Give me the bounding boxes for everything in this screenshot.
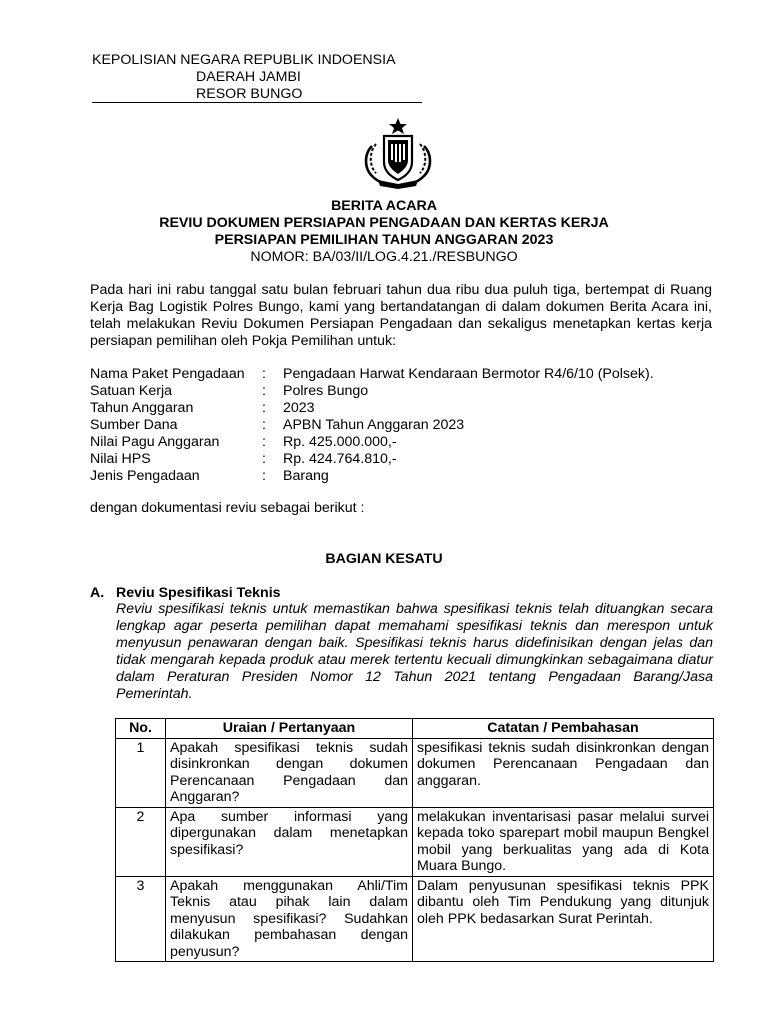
subsection-title: Reviu Spesifikasi Teknis — [116, 585, 281, 601]
detail-value: 2023 — [283, 400, 315, 416]
row-note: spesifikasi teknis sudah disinkronkan dengan dokumen Perencanaan Pengadaan dan anggaran. — [413, 738, 714, 807]
row-number: 3 — [116, 876, 166, 962]
detail-separator: : — [262, 451, 266, 467]
detail-separator: : — [262, 434, 266, 450]
row-number: 2 — [116, 807, 166, 876]
row-note: melakukan inventarisasi pasar melalui survei kepada toko sparepart mobil maupun Bengkel mobil yang berkualitas yang ada di Kota Muara Bungo. — [413, 807, 714, 876]
detail-separator: : — [262, 366, 266, 382]
intro-text: Pada hari ini rabu tanggal satu bulan februari tahun dua ribu dua puluh tiga, bertempat di Ruang Kerja Bag Logistik Polres Bungo, kami yang bertandatangan di dalam dokumen Berita Acara ini, telah melakukan Reviu Dokumen Persiapan Pengadaan dan sekaligus menetapkan kertas kerja persiapan pemilihan oleh Pokja Pemilihan untuk: — [90, 282, 712, 349]
row-question: Apakah spesifikasi teknis sudah disinkronkan dengan dokumen Perencanaan Pengadaan dan Anggaran? — [166, 738, 413, 807]
row-number: 1 — [116, 738, 166, 807]
header-underline — [92, 102, 422, 103]
org-name-line1: KEPOLISIAN NEGARA REPUBLIK INDOENSIA — [92, 52, 396, 68]
detail-separator: : — [262, 400, 266, 416]
detail-label: Nilai HPS — [90, 451, 151, 467]
detail-separator: : — [262, 383, 266, 399]
detail-value: Polres Bungo — [283, 383, 369, 399]
detail-separator: : — [262, 468, 266, 484]
detail-row — [90, 366, 712, 383]
row-note: Dalam penyusunan spesifikasi teknis PPK dibantu oleh Tim Pendukung yang ditunjuk oleh PPK bedasarkan Surat Perintah. — [413, 876, 714, 962]
subsection-description: Reviu spesifikasi teknis untuk memastikan bahwa spesifikasi teknis telah dituangkan secara lengkap agar peserta pemilihan dapat memahami spesifikasi teknis dan merespon untuk menyusun penawaran dengan baik. Spesifikasi teknis harus didefinisikan dengan jelas dan tidak mengarah kepada produk atau merek tertentu kecuali dimungkinkan sebagaimana diatur dalam Peraturan Presiden Nomor 12 Tahun 2021 tentang Pengadaan Barang/Jasa Pemerintah. — [116, 601, 713, 703]
detail-row — [90, 451, 712, 468]
detail-value: Barang — [283, 468, 329, 484]
table-row — [116, 876, 714, 962]
header-no: No. — [116, 719, 166, 739]
detail-label: Sumber Dana — [90, 417, 178, 433]
org-name-line2: DAERAH JAMBI — [196, 69, 301, 85]
detail-value: Rp. 425.000.000,- — [283, 434, 397, 450]
detail-label: Nilai Pagu Anggaran — [90, 434, 220, 450]
intro-paragraph — [90, 282, 712, 350]
detail-label: Nama Paket Pengadaan — [90, 366, 245, 382]
police-emblem-icon — [358, 116, 438, 190]
detail-value: APBN Tahun Anggaran 2023 — [283, 417, 465, 433]
org-name-line3: RESOR BUNGO — [196, 86, 303, 102]
package-details — [90, 366, 712, 485]
table-row — [116, 807, 714, 876]
detail-row — [90, 468, 712, 485]
section-title: BAGIAN KESATU — [325, 551, 443, 567]
header-note: Catatan / Pembahasan — [413, 719, 714, 739]
review-table — [115, 718, 714, 962]
detail-value: Pengadaan Harwat Kendaraan Bermotor R4/6/10 (Polsek). — [283, 366, 654, 382]
documentation-note: dengan dokumentasi reviu sebagai berikut : — [90, 500, 365, 516]
row-question: Apakah menggunakan Ahli/Tim Teknis atau pihak lain dalam menyusun spesifikasi? Sudahkan dilakukan pembahasan dengan penyusun? — [166, 876, 413, 962]
detail-label: Satuan Kerja — [90, 383, 173, 399]
table-row — [116, 738, 714, 807]
document-number: NOMOR: BA/03/II/LOG.4.21./RESBUNGO — [250, 249, 518, 265]
detail-row — [90, 383, 712, 400]
row-question: Apa sumber informasi yang dipergunakan dalam menetapkan spesifikasi? — [166, 807, 413, 876]
document-subtitle-line1: REVIU DOKUMEN PERSIAPAN PENGADAAN DAN KERTAS KERJA — [159, 215, 609, 231]
detail-row — [90, 417, 712, 434]
detail-row — [90, 434, 712, 451]
detail-label: Tahun Anggaran — [90, 400, 194, 416]
table-header-row — [116, 719, 714, 739]
detail-label: Jenis Pengadaan — [90, 468, 200, 484]
detail-separator: : — [262, 417, 266, 433]
document-subtitle-line2: PERSIAPAN PEMILIHAN TAHUN ANGGARAN 2023 — [214, 232, 554, 248]
detail-row — [90, 400, 712, 417]
subsection-label: A. — [90, 585, 105, 601]
header-question: Uraian / Pertanyaan — [166, 719, 413, 739]
document-title: BERITA ACARA — [331, 198, 437, 214]
detail-value: Rp. 424.764.810,- — [283, 451, 397, 467]
